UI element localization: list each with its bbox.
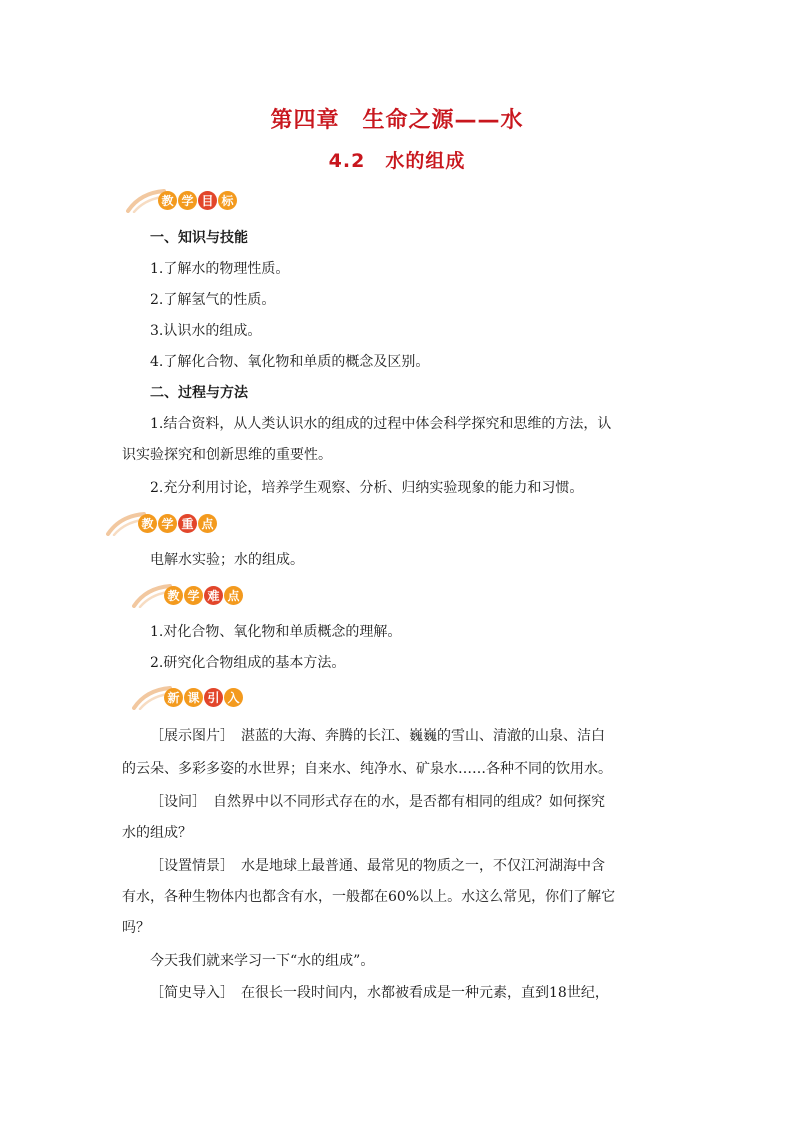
intro-paragraph: ［简史导入］ 在很长一段时间内，水都被看成是一种元素，直到18世纪， <box>150 985 609 1001</box>
badge-char: 点 <box>224 586 243 605</box>
intro-paragraph: 的云朵、多彩多姿的水世界；自来水、纯净水、矿泉水……各种不同的饮用水。 <box>122 761 612 777</box>
badge-char: 引 <box>204 688 223 707</box>
badge-char: 难 <box>204 586 223 605</box>
intro-paragraph: ［设问］ 自然界中以不同形式存在的水，是否都有相同的组成？如何探究 <box>150 794 605 810</box>
objective-item: 2.了解氢气的性质。 <box>150 292 276 308</box>
objective-item: 3.认识水的组成。 <box>150 323 262 339</box>
badge-key-points <box>106 510 218 536</box>
badge-char: 重 <box>178 514 197 533</box>
chapter-title: 第四章 生命之源——水 <box>270 108 524 133</box>
badge-char: 学 <box>178 191 197 210</box>
intro-paragraph: ［展示图片］ 湛蓝的大海、奔腾的长江、巍巍的雪山、清澈的山泉、洁白 <box>150 728 605 744</box>
badge-char: 目 <box>198 191 217 210</box>
objective-paragraph: 2.充分利用讨论，培养学生观察、分析、归纳实验现象的能力和习惯。 <box>150 480 584 496</box>
difficulty-item: 2.研究化合物组成的基本方法。 <box>150 655 346 671</box>
badge-char: 课 <box>184 688 203 707</box>
objective-paragraph: 1.结合资料，从人类认识水的组成的过程中体会科学探究和思维的方法，认 <box>150 416 612 432</box>
badge-introduction <box>132 684 244 710</box>
badge-char: 标 <box>218 191 237 210</box>
badge-char: 教 <box>158 191 177 210</box>
section-title: 4.2 水的组成 <box>328 150 466 172</box>
intro-paragraph: 今天我们就来学习一下“水的组成”。 <box>150 953 375 969</box>
intro-paragraph: 吗？ <box>122 920 150 936</box>
objectives-heading-1: 一、知识与技能 <box>150 230 248 246</box>
badge-char: 学 <box>158 514 177 533</box>
intro-paragraph: 有水，各种生物体内也都含有水，一般都在60%以上。水这么常见，你们了解它 <box>122 889 616 905</box>
badge-char: 点 <box>198 514 217 533</box>
badge-char: 入 <box>224 688 243 707</box>
badge-char: 教 <box>138 514 157 533</box>
objective-item: 1.了解水的物理性质。 <box>150 261 290 277</box>
badge-char: 学 <box>184 586 203 605</box>
intro-paragraph: 水的组成？ <box>122 825 192 841</box>
difficulty-item: 1.对化合物、氧化物和单质概念的理解。 <box>150 624 402 640</box>
badge-char: 新 <box>164 688 183 707</box>
badge-objectives <box>126 187 238 213</box>
key-points-text: 电解水实验；水的组成。 <box>150 552 304 568</box>
objectives-heading-2: 二、过程与方法 <box>150 385 248 401</box>
badge-char: 教 <box>164 586 183 605</box>
objective-paragraph: 识实验探究和创新思维的重要性。 <box>122 447 332 463</box>
intro-paragraph: ［设置情景］ 水是地球上最普通、最常见的物质之一，不仅江河湖海中含 <box>150 858 605 874</box>
badge-difficulties <box>132 582 244 608</box>
objective-item: 4.了解化合物、氧化物和单质的概念及区别。 <box>150 354 430 370</box>
